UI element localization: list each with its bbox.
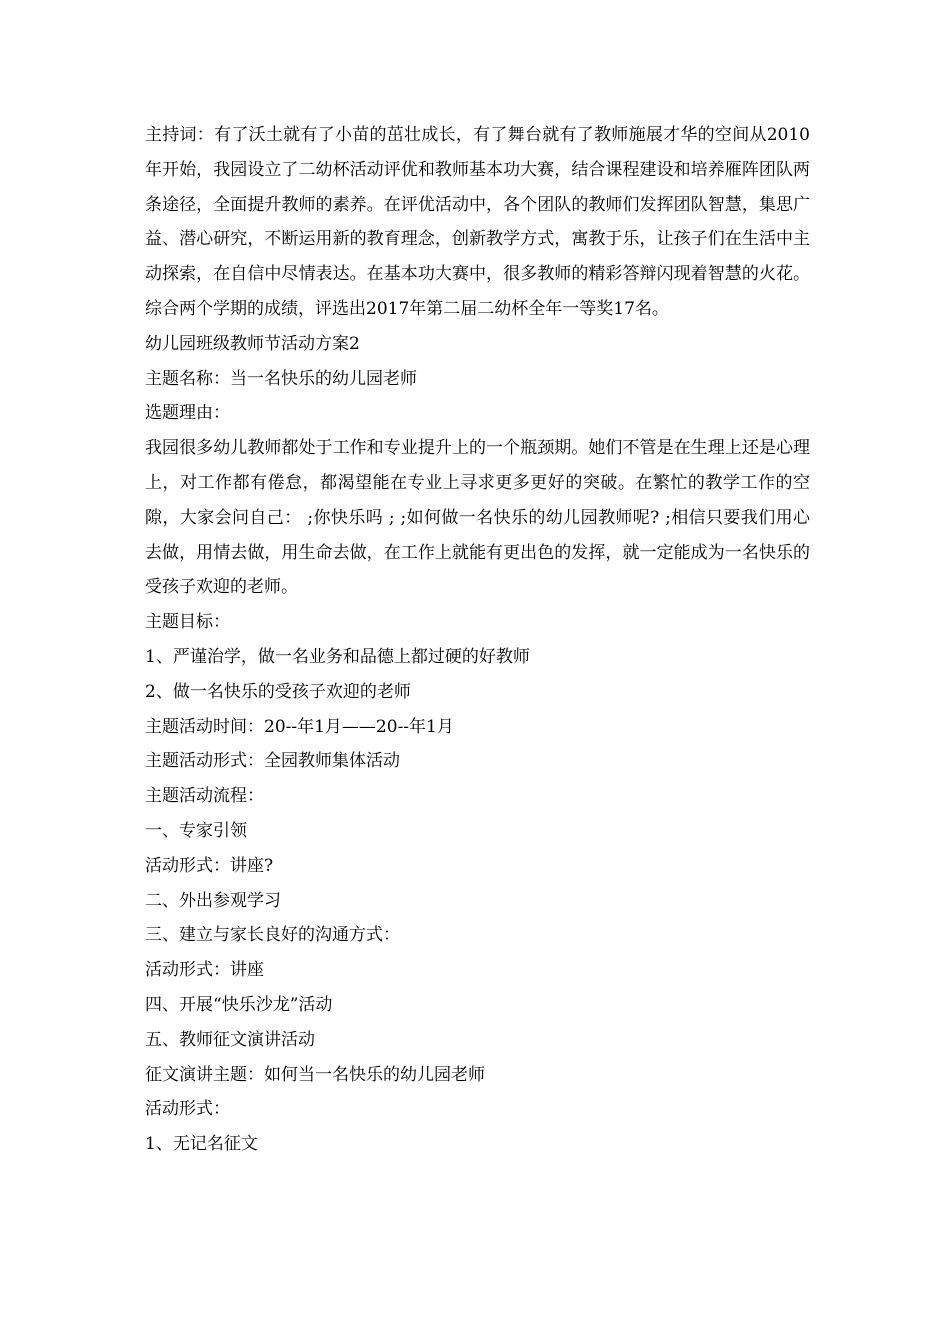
essay-form-heading: 活动形式： — [145, 1099, 230, 1120]
essay-theme: 征文演讲主题：如何当一名快乐的幼儿园老师 — [145, 1064, 485, 1085]
goal-heading: 主题目标： — [145, 612, 230, 633]
process-step-2: 二、外出参观学习 — [145, 890, 281, 911]
activity-form: 主题活动形式：全园教师集体活动 — [145, 751, 400, 772]
process-step-3: 三、建立与家长良好的沟通方式： — [145, 925, 400, 946]
process-step-4: 四、开展“快乐沙龙”活动 — [145, 994, 333, 1015]
reason-paragraph: 我园很多幼儿教师都处于工作和专业提升上的一个瓶颈期。她们不管是在生理上还是心理上，对工作都有倦怠，都渴望能在专业上寻求更多更好的突破。在繁忙的教学工作的空隙，大家会问自己： ;你快乐吗 ; ;如何做一名快乐的幼儿园教师呢? ;相信只要我们用心去做，用情去做，用生命去做，在工作上就能有更出色的发挥，就一定能成为一名快乐的受孩子欢迎的老师。 — [145, 438, 810, 598]
process-step-5: 五、教师征文演讲活动 — [145, 1029, 315, 1050]
step-1-form: 活动形式：讲座? — [145, 855, 274, 876]
step-3-form: 活动形式：讲座 — [145, 960, 264, 981]
essay-form-item-1: 1、无记名征文 — [145, 1134, 258, 1155]
section-title: 幼儿园班级教师节活动方案2 — [145, 333, 360, 354]
goal-item-1: 1、严谨治学，做一名业务和品德上都过硬的好教师 — [145, 646, 530, 667]
activity-time: 主题活动时间：20--年1月——20--年1月 — [145, 716, 454, 737]
activity-process-heading: 主题活动流程： — [145, 786, 264, 807]
document-body — [145, 118, 810, 1162]
theme-name: 主题名称：当一名快乐的幼儿园老师 — [145, 368, 417, 389]
host-speech-paragraph: 主持词：有了沃土就有了小苗的茁壮成长，有了舞台就有了教师施展才华的空间从2010年开始，我园设立了二幼杯活动评优和教师基本功大赛，结合课程建设和培养雁阵团队两条途径，全面提升教师的素养。在评优活动中，各个团队的教师们发挥团队智慧，集思广益、潜心研究，不断运用新的教育理念，创新教学方式，寓教于乐，让孩子们在生活中主动探索，在自信中尽情表达。在基本功大赛中，很多教师的精彩答辩闪现着智慧的火花。综合两个学期的成绩，评选出2017年第二届二幼杯全年一等奖17名。 — [145, 125, 810, 319]
goal-item-2: 2、做一名快乐的受孩子欢迎的老师 — [145, 681, 411, 702]
process-step-1: 一、专家引领 — [145, 820, 247, 841]
reason-heading: 选题理由： — [145, 403, 230, 424]
